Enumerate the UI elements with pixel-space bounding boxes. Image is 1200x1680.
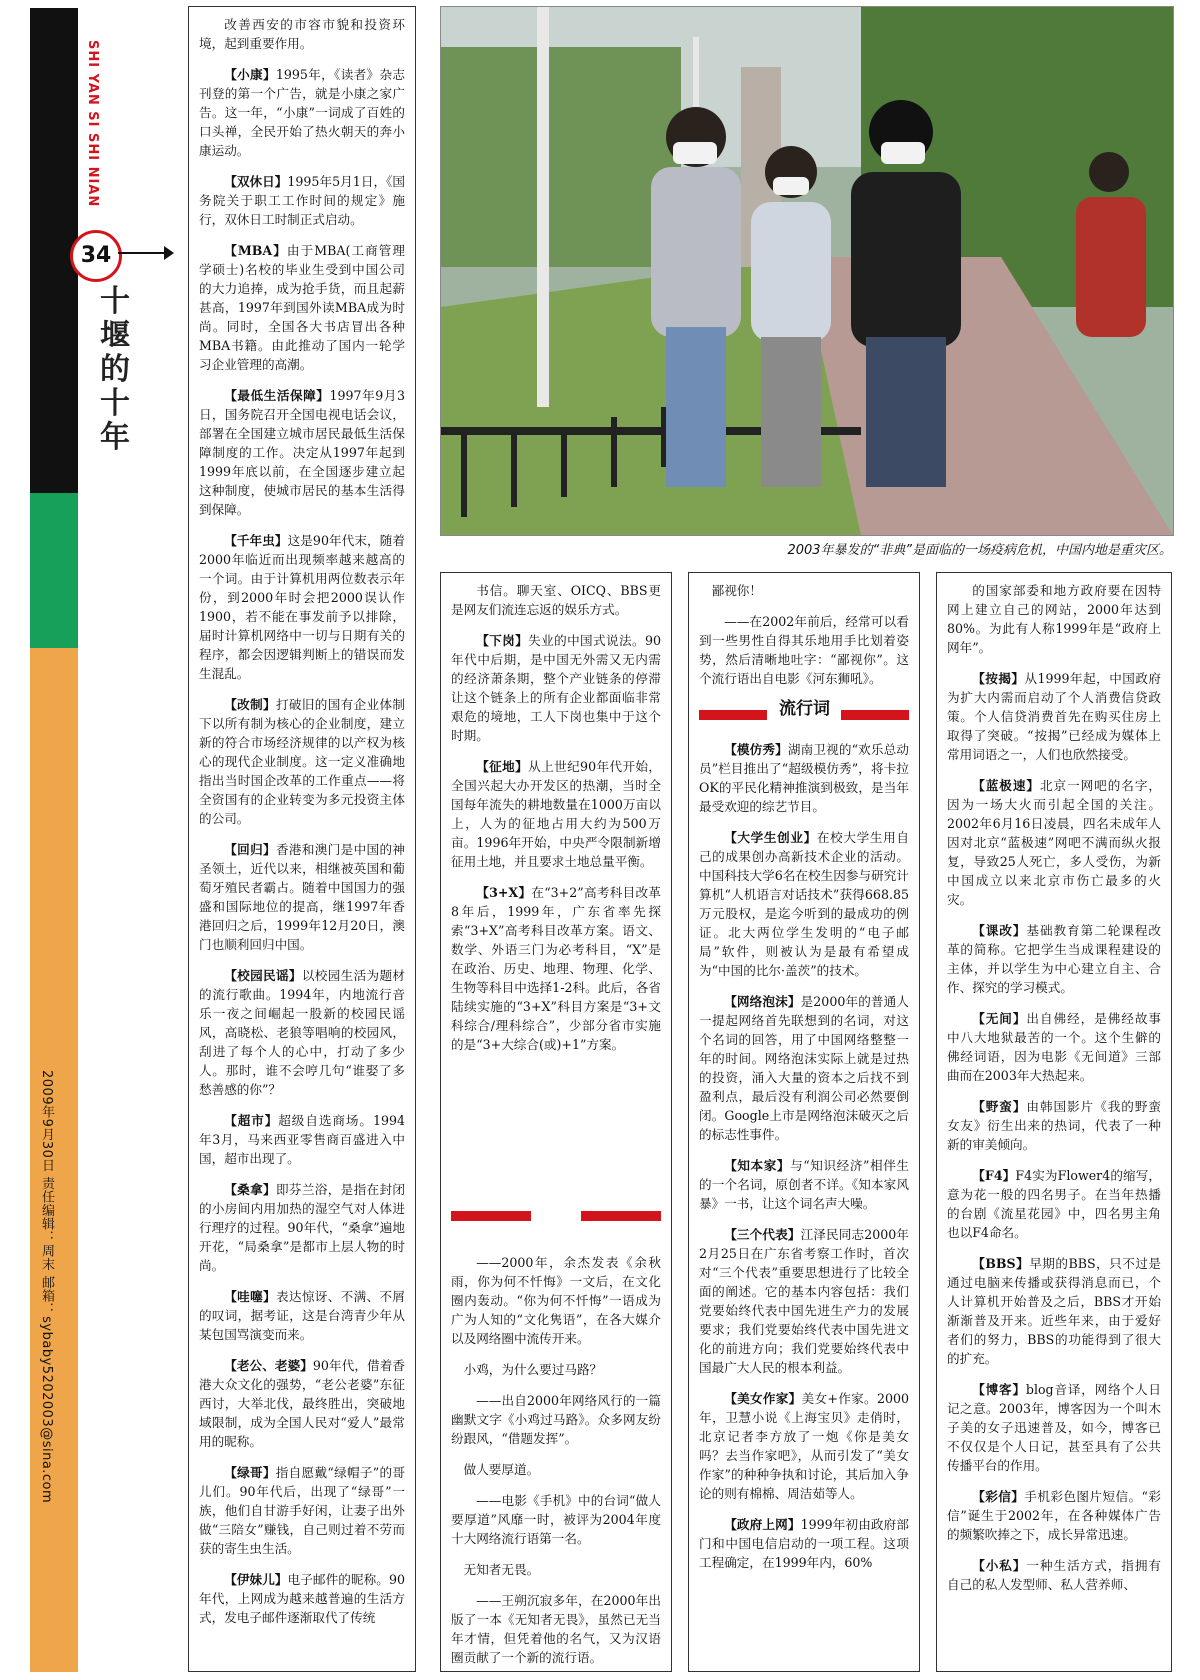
column-3-paragraphs [699,581,909,688]
paragraph [699,612,909,688]
article-column-4 [936,572,1172,1672]
paragraph [699,992,909,1144]
paragraph [199,840,405,954]
term-text: 1999年初由政府部门和中国电信启动的一项工程。这项工程确定，在1999年内，60% [699,1517,909,1570]
term-text: F4实为Flower4的缩写，意为花一般的四名男子。在当年热播的台剧《流星花园》中，四名男主角也以F4命名。 [947,1168,1161,1240]
article-column-1 [188,6,416,1672]
paragraph [947,1009,1161,1085]
term-text: 的国家部委和地方政府要在因特网上建立自己的网站，2000年达到80%。为此有人称1999年是“政府上网年”。 [947,583,1161,655]
paragraph [199,531,405,683]
section-bar-left [451,1211,531,1221]
term-label: 【三个代表】 [724,1227,801,1242]
term-text: 无知者无畏。 [463,1562,540,1577]
paragraph [947,1556,1161,1594]
photo-image [441,7,1173,535]
paragraph [199,1356,405,1451]
paragraph [199,1570,405,1627]
paragraph [199,15,405,53]
term-text: 在“3+2”高考科目改革8年后，1999年，广东省率先探索“3+X”高考科目改革方案。语文、数学、外语三门为必考科目，“X”是在政治、历史、地理、物理、化学、生物等科目中选择1-2科。此后，各省陆续实施的“3+X”科目方案是“3+文科综合/理科综合”，少部分省市实施的是“3+大综合(或)+1”方案。 [451,885,661,1052]
term-text: 以校园生活为题材的流行歌曲。1994年，内地流行音乐一夜之间崛起一股新的校园民谣风，高晓松、老狼等唱响的校园风，刮进了每个人的心中，打动了多少人。那时，谁不会哼几句“谁娶了多愁善感的你”？ [199,968,406,1097]
paragraph [947,1487,1161,1544]
term-text: 做人要厚道。 [463,1462,540,1477]
term-text: 1995年5月1日，《国务院关于职工工作时间的规定》施行，双休日工时制正式启动。 [199,174,406,227]
paragraph [947,1380,1161,1475]
term-label: 【政府上网】 [724,1517,801,1532]
term-label: 【双休日】 [224,174,288,189]
paragraph [947,1166,1161,1242]
term-label: 【博客】 [972,1382,1026,1397]
paragraph [451,1360,661,1379]
column-title-text: 十堰的十年 [100,284,130,455]
term-text: 改善西安的市容市貌和投资环境，起到重要作用。 [199,17,405,51]
term-text: 书信。聊天室、OICQ、BBS更是网友们流连忘返的娱乐方式。 [451,583,661,617]
term-text: ——2000年，余杰发表《余秋雨，你为何不忏悔》一文后，在文化圈内轰动。“你为何不忏悔”一语成为广为人知的“文化隽语”，在各大媒介以及网络圈中流传开来。 [451,1255,661,1346]
term-label: 【网络泡沫】 [724,994,801,1009]
term-label: 【小康】 [224,67,276,82]
photo-caption: 2003年暴发的“非典”是面临的一场疫病危机，中国内地是重灾区。 [787,543,1172,558]
term-text: 电子邮件的昵称。90年代，上网成为越来越普遍的生活方式，发电子邮件逐渐取代了传统 [199,1572,406,1625]
term-text: 由于MBA(工商管理学硕士)名校的毕业生受到中国公司的大力追捧，成为抢手货，而且起薪甚高，1997年到国外读MBA成为时尚。同时，全国各大书店冒出各种MBA书籍。由此推动了国内一轮学习企业管理的高潮。 [199,243,405,372]
section-bar-a [699,710,767,720]
term-text: 湖南卫视的“欢乐总动员”栏目推出了“超级模仿秀”，将卡拉OK的平民化精神推演到极致，是当年最受欢迎的综艺节目。 [699,742,909,814]
term-text: 一种生活方式，指拥有自己的私人发型师、私人营养师、 [947,1558,1162,1592]
term-text: ——出自2000年网络风行的一篇幽默文字《小鸡过马路》。众多网友纷纷跟风，“借题发挥”。 [451,1393,661,1446]
term-label: 【改制】 [224,697,276,712]
paragraph [451,1491,661,1548]
sidebar-green-band [30,493,78,648]
paragraph [699,1156,909,1213]
paragraph [199,1180,405,1275]
paragraph [947,669,1161,764]
term-text: 1997年9月3日，国务院召开全国电视电话会议，部署在全国建立城市居民最低生活保障制度的工作。决定从1997年起到1999年底以前，在全国逐步建立起这种制度，使城市居民的基本生活得到保障。 [199,388,405,517]
paragraph [947,1254,1161,1368]
term-label: 【3+X】 [476,885,532,900]
term-text: 美女+作家。2000年，卫慧小说《上海宝贝》走俏时，北京记者李方放了一炮《你是美女吗？去当作家吧》，从而引发了“美女作家”的种种争执和讨论，其后加入争论的则有棉棉、周洁茹等人。 [699,1391,910,1501]
term-text: 是2000年的普通人一提起网络首先联想到的名词，对这个名词的回答，用了中国网络整整一年的时间。网络泡沫实际上就是过热的投资，涌入大量的资本之后找不到盈利点，最后没有利润公司必然要倒闭。Google上市是网络泡沫破灭之后的标志性事件。 [699,994,909,1142]
term-label: 【模仿秀】 [724,742,788,757]
column-pinyin: SHI YAN SI SHI NIAN [85,40,100,208]
paragraph [451,1591,661,1667]
term-label: 【绿哥】 [224,1465,276,1480]
term-label: 【哇噻】 [224,1289,276,1304]
term-text: 在校大学生用自己的成果创办高新技术企业的活动。中国科技大学6名在校生因参与研究计算机“人机语言对话技术”获得668.85万元股权，是迄今听到的最成功的例证。北大两位学生发明的“电子邮局”软件，则被认为是最有希望成为“中国的比尔·盖茨”的技术。 [699,830,910,978]
term-text: 早期的BBS，只不过是通过电脑来传播或获得消息而已，个人计算机开始普及之后，BBS才开始渐渐普及开来。近些年来，由于爱好者们的努力，BBS的功能得到了很大的扩充。 [947,1256,1161,1366]
term-label: 【美女作家】 [724,1391,802,1406]
term-label: 【蓝极速】 [972,778,1040,793]
term-text: 北京一网吧的名字，因为一场大火而引起全国的关注。2002年6月16日凌晨，四名未成年人因对北京“蓝极速”网吧不满而纵火报复，导致25人死亡，多人受伤，为新中国成立以来北京市伤亡最多的火灾。 [947,778,1162,907]
term-text: 指自愿戴“绿帽子”的哥儿们。90年代后，出现了“绿哥”一族，他们自甘游手好闲，让妻子出外做“三陪女”赚钱，自己则过着不劳而获的寄生虫生活。 [199,1465,405,1556]
section-bar-right [581,1211,661,1221]
paragraph [947,581,1161,657]
term-text: 香港和澳门是中国的神圣领土，近代以来，相继被英国和葡萄牙殖民者霸占。随着中国国力的强盛和国际地位的提高，继1997年香港回归之后，1999年12月20日，澳门也顺利回归中国。 [199,842,406,952]
photo-sars-masks [440,6,1174,536]
paragraph [199,1287,405,1344]
paragraph [451,1560,661,1579]
term-label: 【伊妹儿】 [224,1572,288,1587]
term-label: 【小私】 [972,1558,1027,1573]
paragraph [199,172,405,229]
paragraph [199,241,405,374]
paragraph [947,1097,1161,1154]
term-text: 由韩国影片《我的野蛮女友》衍生出来的热词，代表了一种新的审美倾向。 [947,1099,1162,1152]
term-label: 【千年虫】 [224,533,288,548]
paragraph [199,386,405,519]
column-title [100,285,160,455]
paragraph [451,757,661,871]
term-text: 江泽民同志2000年2月25日在广东省考察工作时，首次对“三个代表”重要思想进行了比较全面的阐述。它的基本内容包括：我们党要始终代表中国先进生产力的发展要求；我们党要始终代表中国先进文化的前进方向；我们党要始终代表中国最广大人民的根本利益。 [699,1227,909,1375]
term-label: 【大学生创业】 [724,830,817,845]
section-title: 流行词 [779,699,830,719]
term-label: 【F4】 [972,1168,1016,1183]
paragraph [699,1515,909,1572]
term-text: ——电影《手机》中的台词“做人要厚道”风靡一时，被评为2004年度十大网络流行语第一名。 [451,1493,661,1546]
term-text: blog音译，网络个人日记之意。2003年，博客因为一个叫木子美的女子迅速普及，如今，博客已不仅仅是个人日记，甚至具有了公共传播平台的作用。 [947,1382,1162,1473]
paragraph [451,1253,661,1348]
term-label: 【校园民谣】 [224,968,302,983]
arrow-icon [164,246,174,260]
term-text: 基础教育第二轮课程改革的简称。它把学生当成课程建设的主体，并以学生为中心建立自主、合作、探究的学习模式。 [947,923,1162,995]
column-3-lower-paragraphs [699,740,909,1572]
paragraph [451,581,661,619]
term-label: 【征地】 [476,759,529,774]
paragraph [947,776,1161,909]
paragraph [199,1463,405,1558]
term-text: 90年代，借着香港大众文化的强势，“老公老婆”东征西讨，大举北伐，最终胜出，突破地域限制，成为全国人民对“爱人”最常用的昵称。 [199,1358,405,1449]
paragraph [199,65,405,160]
paragraph [451,883,661,1054]
term-label: 【下岗】 [476,633,529,648]
column-4-paragraphs [947,581,1161,1594]
term-text: ——王朔沉寂多年，在2000年出版了一本《无知者无畏》，虽然已无当年才情，但凭着他的名气，又为汉语圈贡献了一个新的流行语。 [451,1593,661,1665]
term-label: 【野蛮】 [972,1099,1027,1114]
term-text: 从1999年起，中国政府为扩大内需而启动了个人消费信贷政策。个人信贷消费首先在购买住房上取得了突破。“按揭”已经成为媒体上常用词语之一，人们也欣然接受。 [947,671,1161,762]
paragraph [451,1460,661,1479]
term-label: 【彩信】 [972,1489,1025,1504]
column-1-paragraphs [199,15,405,1627]
term-label: 【回归】 [224,842,276,857]
term-label: 【桑拿】 [224,1182,276,1197]
paragraph [699,581,909,600]
term-label: 【课改】 [972,923,1027,938]
term-label: 【超市】 [224,1113,279,1128]
paragraph [199,695,405,828]
section-header [699,700,909,730]
term-label: 【BBS】 [972,1256,1030,1271]
page-number: 34 [70,230,122,282]
paragraph [451,631,661,745]
term-text: 从上世纪90年代开始，全国兴起大办开发区的热潮，当时全国每年流失的耕地数量在1000万亩以上，人为的征地占用大约为500万亩。1996年开始，中央严令限制新增征用土地，并且要求土地总量平衡。 [451,759,661,869]
term-text: 超级自选商场。1994年3月，马来西亚零售商百盛进入中国，超市出现了。 [199,1113,405,1166]
term-text: 即芬兰浴，是指在封闭的小房间内用加热的湿空气对人体进行理疗的过程。90年代，“桑拿”遍地开花，“局桑拿”是都市上层人物的时尚。 [199,1182,406,1273]
paragraph [199,1111,405,1168]
paragraph [699,1389,909,1503]
term-text: 表达惊讶、不满、不屑的叹词，据考证，这是台湾青少年从某包国骂演变而来。 [199,1289,406,1342]
term-text: 打破旧的国有企业体制下以所有制为核心的企业制度，建立新的符合市场经济规律的以产权为核心的现代企业制度。这一定义准确地指出当时国企改革的工作重点——将全资国有的企业转变为多元投资主体的公司。 [199,697,406,826]
paragraph [451,1391,661,1448]
term-text: 与“知识经济”相伴生的一个名词，原创者不详。《知本家风暴》一书，让这个词名声大噪。 [699,1158,909,1211]
paragraph [699,828,909,980]
paragraph [199,966,405,1099]
footer-editor-info: 2009年9月30日 责任编辑：周末 邮箱：sybaby5202003@sina.com [39,1070,54,1504]
column-2-paragraphs [451,581,661,1054]
term-text: 这是90年代末，随着2000年临近而出现频率越来越高的一个词。由于计算机用两位数表示年份，到2000年时会把2000误认作1900，若不能在事发前予以排除，届时计算机网络中一切与日期有关的程序，都会因逻辑判断上的错误而发生混乱。 [199,533,406,681]
term-text: 鄙视你！ [711,583,762,598]
arrow-line [118,252,168,254]
term-label: 【老公、老婆】 [224,1358,313,1373]
term-text: 手机彩色图片短信。“彩信”诞生于2002年，在各种媒体广告的频繁吹捧之下，成长异常迅速。 [947,1489,1161,1542]
term-label: 【知本家】 [724,1158,791,1173]
term-label: 【最低生活保障】 [224,388,330,403]
column-2-lower-paragraphs [451,1253,661,1672]
term-text: 失业的中国式说法。90年代中后期，是中国无外需又无内需的经济萧条期，整个产业链条的停滞让这个链条上的所有企业都面临非常艰危的境地，工人下岗也集中于这个时期。 [451,633,661,743]
article-column-2 [440,572,672,1672]
term-text: 出自佛经，是佛经故事中八大地狱最苦的一个。这个生僻的佛经词语，因为电影《无间道》三部曲而在2003年大热起来。 [947,1011,1162,1083]
term-label: 【无间】 [972,1011,1027,1026]
term-text: 1995年，《读者》杂志刊登的第一个广告，就是小康之家广告。这一年，“小康”一词成了百姓的口头禅，全民开始了热火朝天的奔小康运动。 [199,67,405,158]
term-text: ——在2002年前后，经常可以看到一些男性自得其乐地用手比划着姿势，然后清晰地吐字：“鄙视你”。这个流行语出自电影《河东狮吼》。 [699,614,909,686]
term-label: 【MBA】 [224,243,287,258]
paragraph [699,740,909,816]
term-label: 【按揭】 [972,671,1025,686]
article-column-3 [688,572,920,1672]
paragraph [699,1225,909,1377]
section-bar-b [841,710,909,720]
paragraph [947,921,1161,997]
term-text: 小鸡，为什么要过马路？ [463,1362,603,1377]
